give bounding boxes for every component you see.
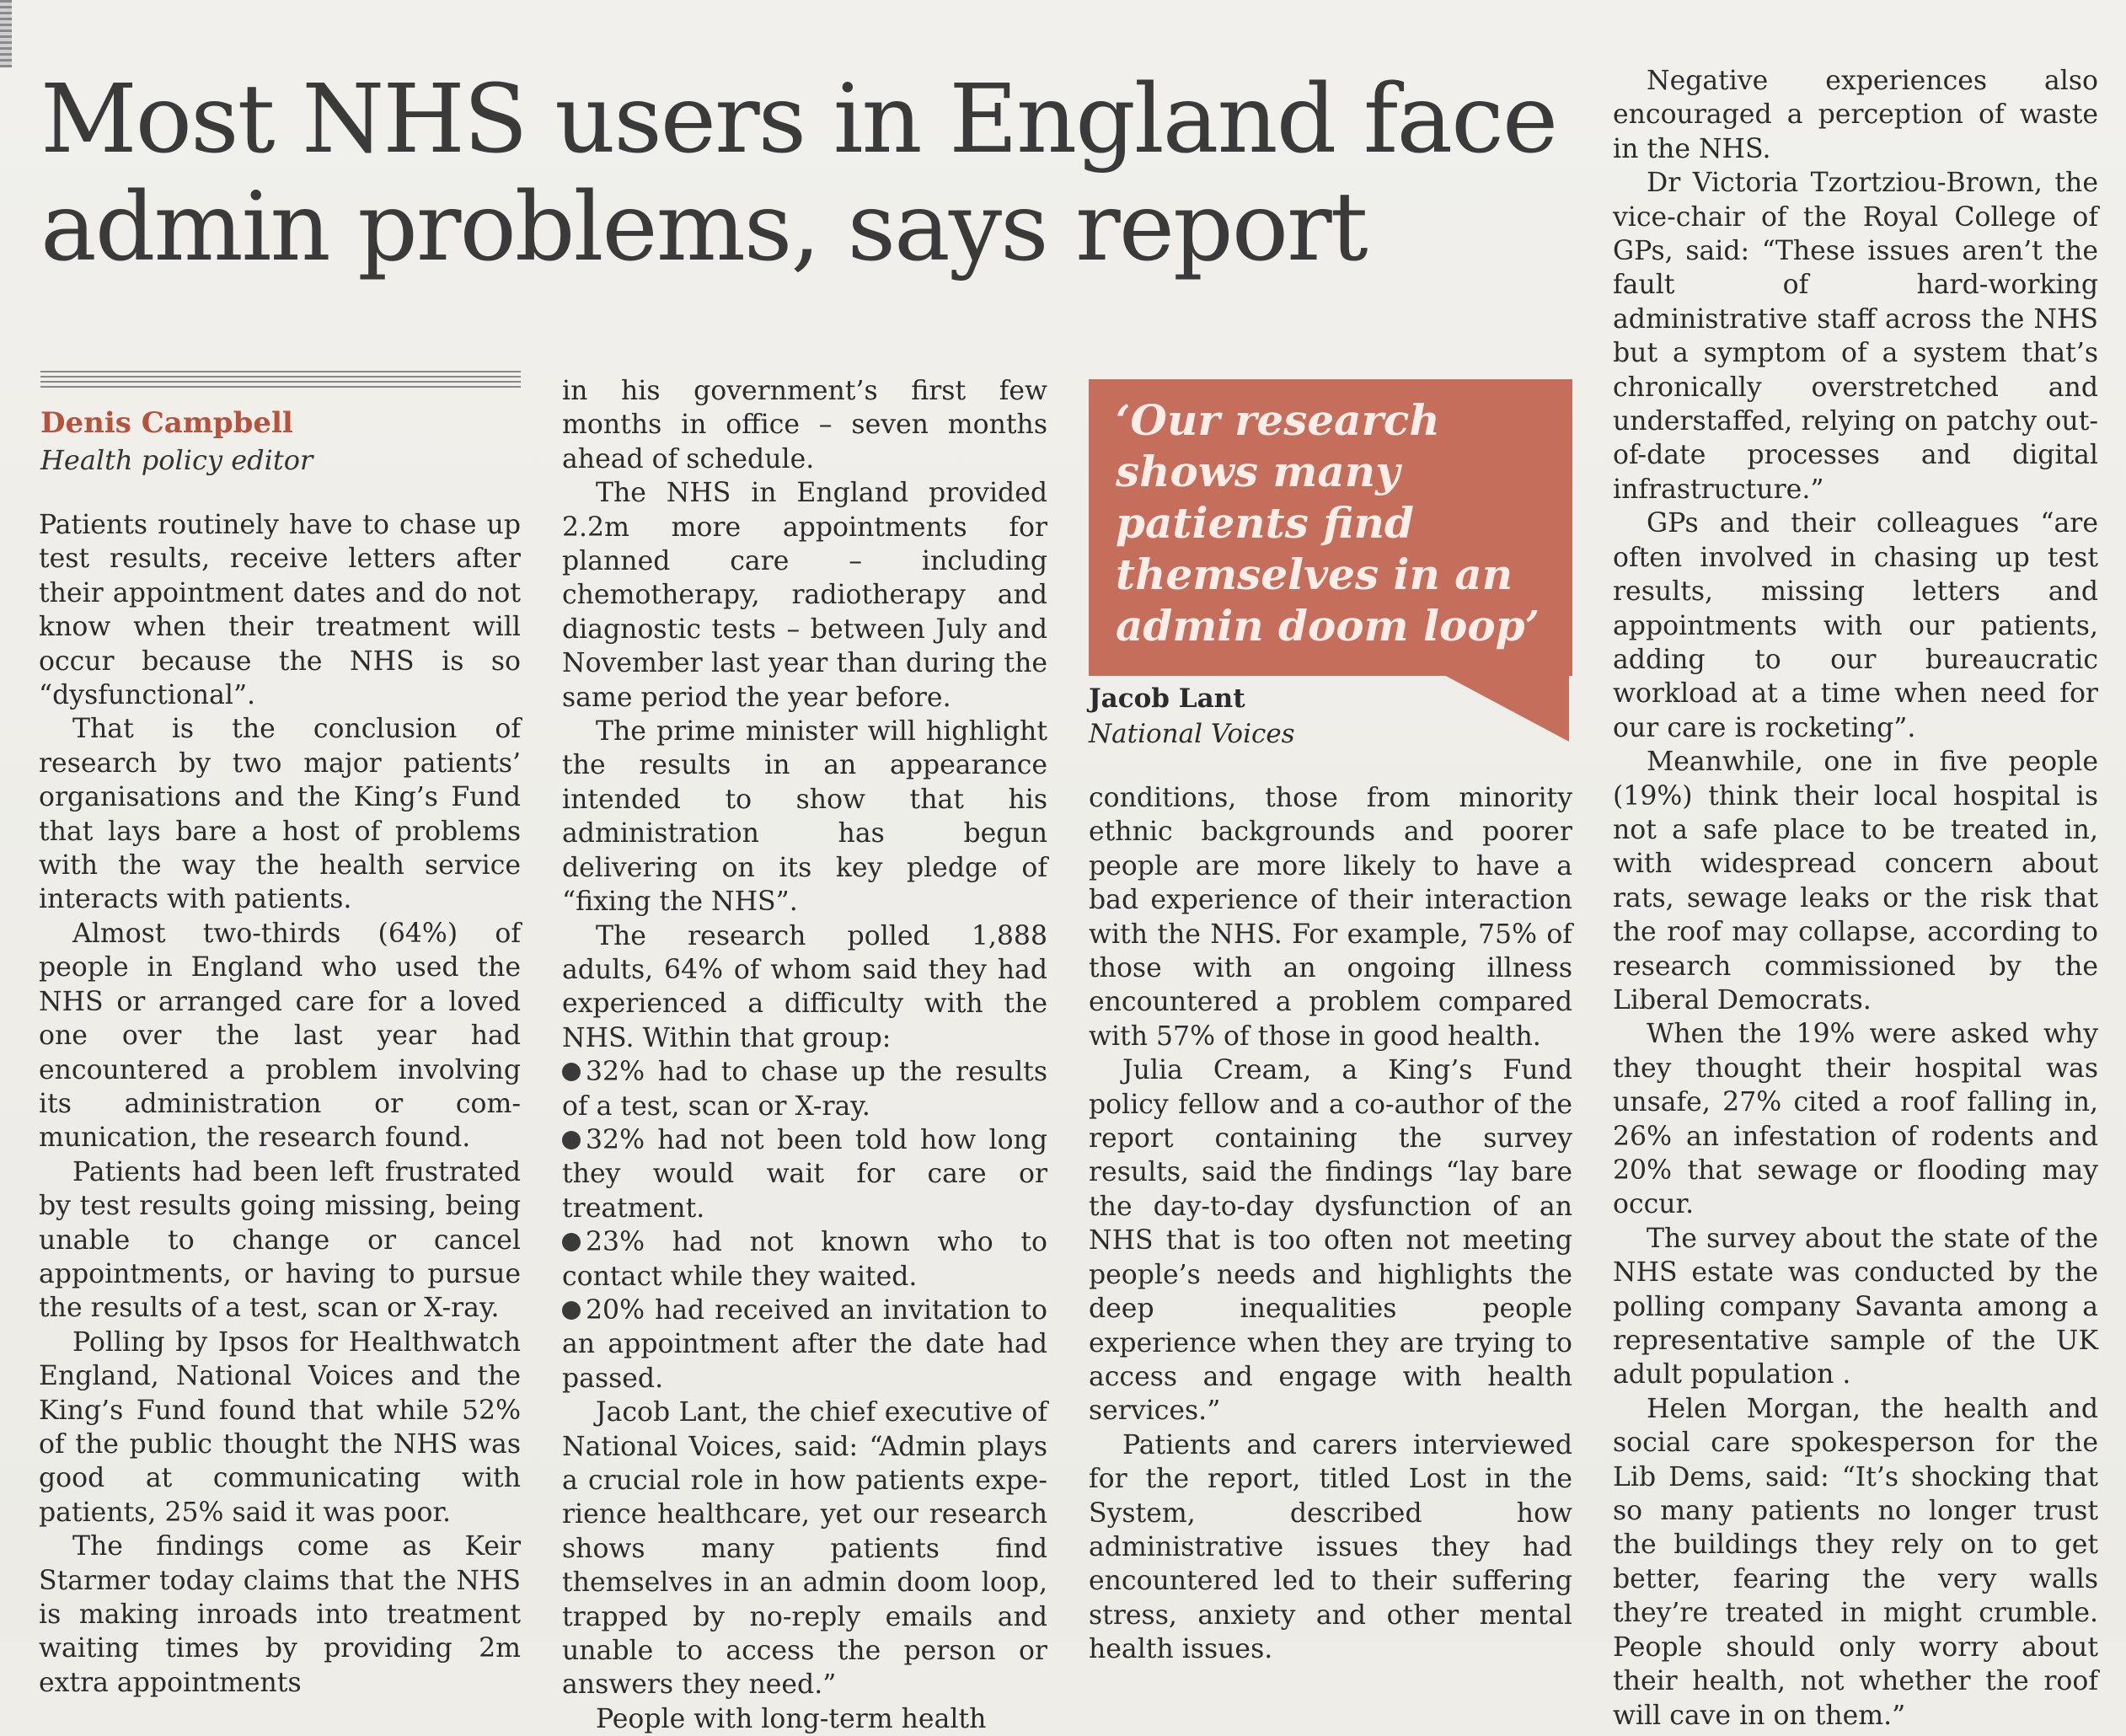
- paragraph: Negative experiences also encouraged a perception of waste in the NHS.: [1613, 66, 2098, 164]
- headline: Most NHS users in England face admin problems, says report: [40, 65, 1557, 282]
- page-edge-mark: [0, 0, 12, 67]
- paragraph: Julia Cream, a King’s Fund policy fellow and a co-author of the report containing the survey results, said the findings “lay bare the day-to-day dysfunction of an NHS that is too often not meeting people’s needs and highlights the deep inequalities people experience when they are trying to access and engage with health services.”: [1089, 1055, 1572, 1427]
- byline-role: Health policy editor: [40, 444, 313, 476]
- byline-rule: [40, 371, 521, 388]
- article-column-4: [1613, 64, 2098, 1733]
- bullet-text: 32% had to chase up the results of a test, scan or X-ray.: [562, 1057, 1047, 1122]
- pull-quote-name: Jacob Lant: [1089, 683, 1245, 714]
- paragraph: Jacob Lant, the chief executive of National Voices, said: “Admin plays a crucial role in how patients experience healthcare, yet our research shows many patients find themselves in an admin doom loop, trapped by no-reply emails and unable to access the person or answers they need.”: [562, 1397, 1047, 1701]
- bullet-text: 20% had received an invitation to an appointment after the date had passed.: [562, 1294, 1047, 1394]
- bullet-dot-icon: [562, 1233, 581, 1251]
- pull-quote-text: ‘Our research shows many patients find themselves in an admin doom loop’: [1116, 395, 1540, 651]
- paragraph: Meanwhile, one in five people (19%) think their local hospital is not a safe place to be treated in, with widespread concern about rats, sewage leaks or the risk that the roof may collapse, according to research commissioned by the Liberal Democrats.: [1613, 747, 2098, 1015]
- paragraph: The findings come as Keir Starmer today claims that the NHS is making inroads into treatment waiting times by providing 2m extra appointments: [39, 1531, 521, 1698]
- paragraph: The NHS in England provided 2.2m more appointments for planned care – including chemotherapy, radiotherapy and diagnostic tests – between July and November last year than during the same period the year before.: [562, 478, 1047, 713]
- paragraph: When the 19% were asked why they thought their hospital was unsafe, 27% cited a roof falling in, 26% an infestation of rodents and 20% that sewage or flooding may occur.: [1613, 1019, 2098, 1220]
- bullet-text: 23% had not known who to contact while they waited.: [562, 1227, 1047, 1292]
- paragraph: Patients had been left frustrated by test results going missing, being unable to change or cancel appointments, or having to pursue the results of a test, scan or X-ray.: [39, 1156, 521, 1324]
- article-column-1: [39, 508, 521, 1700]
- pull-quote-role: National Voices: [1089, 719, 1295, 749]
- bullet-text: 32% had not been told how long they would wait for care or treatment.: [562, 1124, 1047, 1224]
- article-column-2: [562, 374, 1047, 1736]
- paragraph: Helen Morgan, the health and social care spokesperson for the Lib Dems, said: “It’s shocking that so many patients no longer trust the buildings they rely on to get better, fearing the very walls they’re treated in might crumble. People should only worry about their health, not whether the roof will cave in on them.”: [1613, 1393, 2098, 1731]
- paragraph: The prime minister will highlight the results in an appearance intended to show that his administration has begun delivering on its key pledge of “fixing the NHS”.: [562, 716, 1047, 918]
- bullet-dot-icon: [562, 1131, 581, 1149]
- pull-quote-box: [1089, 379, 1572, 676]
- paragraph: That is the conclusion of research by two major patients’ organisations and the King’s Fund that lays bare a host of problems with the way the health service interacts with patients.: [39, 714, 521, 915]
- paragraph: Patients and carers interviewed for the report, titled Lost in the System, described how administrative issues they had encountered led to their suffering stress, anxiety and other mental health issues.: [1089, 1429, 1572, 1665]
- paragraph: in his government’s first few months in office – seven months ahead of schedule.: [562, 376, 1047, 474]
- bullet-item: [562, 1055, 1047, 1123]
- paragraph: The research polled 1,888 adults, 64% of whom said they had experienced a difficulty with the NHS. Within that group:: [562, 920, 1047, 1053]
- article-column-3: [1089, 781, 1572, 1667]
- pull-quote-tail: [1443, 674, 1569, 742]
- paragraph: Almost two-thirds (64%) of people in England who used the NHS or arranged care for a loved one over the last year had encountered a problem involving its administration or communication, the research found.: [39, 918, 521, 1154]
- byline-name: Denis Campbell: [40, 406, 293, 440]
- paragraph: Polling by Ipsos for Healthwatch England, National Voices and the King’s Fund found that while 52% of the public thought the NHS was good at communicating with patients, 25% said it was poor.: [39, 1326, 521, 1528]
- bullet-item: [562, 1123, 1047, 1225]
- paragraph: Dr Victoria Tzortziou-Brown, the vice-chair of the Royal College of GPs, said: “These issues aren’t the fault of hard-working administrative staff across the NHS but a symptom of a system that’s chronically overstretched and understaffed, relying on patchy out-of-date processes and digital infrastructure.”: [1613, 168, 2098, 505]
- bullet-dot-icon: [562, 1063, 581, 1081]
- pull-quote-attribution: [1089, 681, 1443, 752]
- paragraph: Patients routinely have to chase up test results, receive letters after their appointment dates and do not know when their treatment will occur because the NHS is so “dysfunctional”.: [39, 510, 521, 711]
- paragraph: People with long-term health: [596, 1703, 987, 1734]
- bullet-dot-icon: [562, 1301, 581, 1320]
- paragraph: GPs and their colleagues “are often involved in chasing up test results, missing letters and appointments with our patients, adding to our bureaucratic workload at a time when need for our care is rocketing”.: [1613, 508, 2098, 743]
- bullet-item: [562, 1225, 1047, 1294]
- bullet-item: [562, 1294, 1047, 1396]
- byline: [40, 405, 529, 479]
- paragraph: The survey about the state of the NHS estate was conducted by the polling company Savanta among a representative sample of the UK adult population .: [1613, 1223, 2098, 1390]
- paragraph: conditions, those from minority ethnic backgrounds and poorer people are more likely to have a bad experience of their interaction with the NHS. For example, 75% of those with an ongoing illness encountered a problem compared with 57% of those in good health.: [1089, 783, 1572, 1052]
